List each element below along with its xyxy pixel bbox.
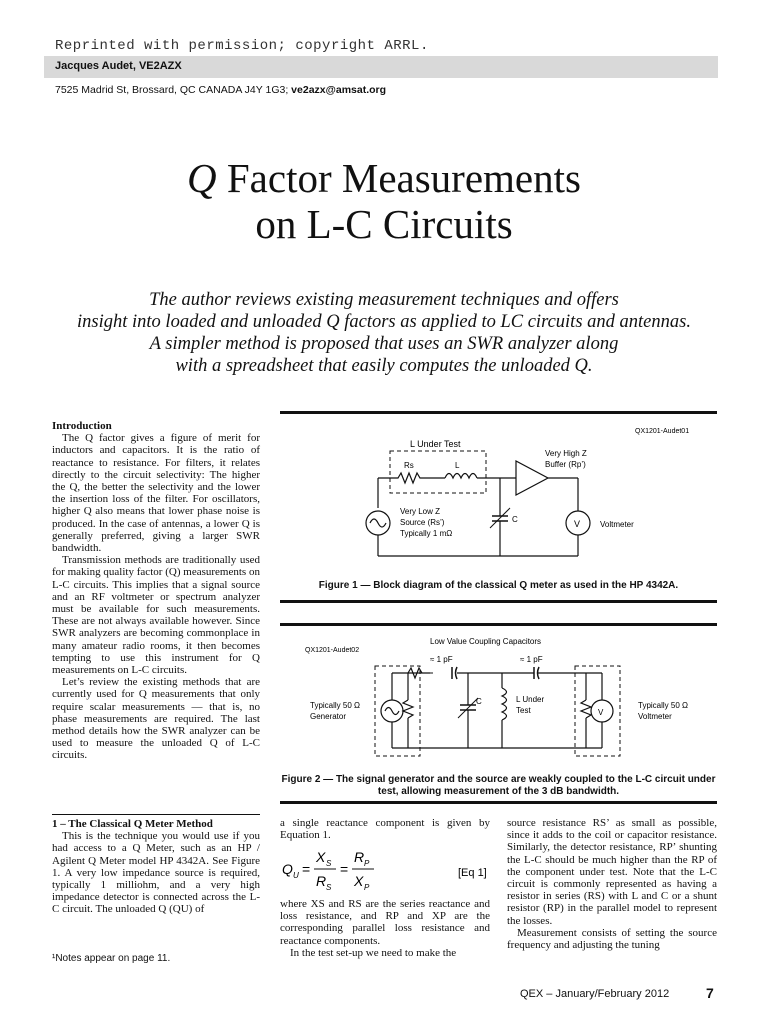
intro-heading: Introduction: [52, 420, 112, 432]
section-1: [52, 818, 260, 916]
figure-1-id: QX1201-Audet01: [635, 428, 690, 435]
author-name: Jacques Audet, VE2AZX: [55, 60, 182, 72]
author-address: 7525 Madrid St, Brossard, QC CANADA J4Y 1G3; ve2azx@amsat.org: [55, 84, 387, 96]
svg-text:Test: Test: [516, 706, 531, 715]
svg-text:Source (Rs’): Source (Rs’): [400, 518, 445, 527]
svg-text:=: =: [302, 861, 311, 877]
figure-2-caption: Figure 2 — The signal generator and the source are weakly coupled to the L-C circuit under test, allowing measurement of the 3 dB bandwidth.: [281, 774, 716, 797]
svg-text:Typically 50 Ω: Typically 50 Ω: [638, 701, 688, 710]
svg-text:Generator: Generator: [310, 712, 347, 721]
page-footer: QEX – January/February 2012: [520, 988, 670, 1000]
column-b-text: a single reactance component is given by Equation 1.: [280, 817, 490, 842]
svg-text:V: V: [598, 708, 604, 717]
svg-text:Low Value Coupling Capacitors: Low Value Coupling Capacitors: [430, 637, 542, 646]
introduction-section: [52, 420, 260, 762]
svg-text:S: S: [326, 859, 332, 868]
svg-text:S: S: [326, 883, 332, 892]
svg-text:L Under: L Under: [516, 695, 545, 704]
svg-text:Q: Q: [282, 861, 293, 877]
svg-text:Typically 50 Ω: Typically 50 Ω: [310, 701, 360, 710]
reprint-notice: Reprinted with permission; copyright ARRL.: [55, 38, 429, 54]
svg-text:Buffer (Rp’): Buffer (Rp’): [545, 460, 586, 469]
author-email[interactable]: ve2azx@amsat.org: [291, 84, 387, 96]
svg-text:X: X: [354, 873, 364, 889]
svg-text:≈ 1 pF: ≈ 1 pF: [520, 655, 543, 664]
svg-text:Rs: Rs: [404, 461, 414, 470]
footnote: ¹Notes appear on page 11.: [52, 953, 171, 964]
figure-2-top-rule: [280, 623, 717, 626]
section-divider: [52, 814, 260, 815]
svg-text:U: U: [293, 871, 299, 880]
svg-text:[Eq 1]: [Eq 1]: [458, 867, 487, 879]
svg-text:V: V: [574, 519, 581, 529]
svg-text:C: C: [476, 697, 482, 706]
svg-text:L: L: [455, 461, 460, 470]
svg-text:R: R: [354, 849, 365, 865]
intro-paragraph: The Q factor gives a figure of merit for inductors and capacitors. It is the ratio of reactance to resistance. For filters, it relates directly to the circuit selectivity: The higher the Q, the better the selectivity and the lower the insertion loss of the filter. For oscillators, higher Q also means that lower phase noise is produced. In the case of antennas, a lower Q is generally preferred, giving a larger SWR bandwidth.: [52, 432, 260, 555]
figure-1-top-rule: [280, 411, 717, 414]
svg-text:R: R: [316, 873, 327, 889]
svg-text:Very High Z: Very High Z: [545, 449, 587, 458]
svg-text:X: X: [316, 849, 326, 865]
figure-2-diagram: [280, 628, 717, 768]
section-1-paragraph: This is the technique you would use if you had access to a Q Meter, such as an HP / Agilent Q Meter model HP 4342A. See Figure 1. A very low impedance source is required, typically 1 milliohm, and a very high impedance detector is connected across the L-C circuit. The unloaded Q (QU) of: [52, 830, 260, 916]
svg-text:=: =: [340, 861, 349, 877]
svg-text:Very Low Z: Very Low Z: [400, 507, 441, 516]
svg-text:L Under Test: L Under Test: [410, 439, 461, 449]
figure-1-bottom-rule: [280, 600, 717, 603]
article-title: Q Factor Measurements on L-C Circuits: [187, 155, 581, 247]
column-c-text: source resistance RS’ as small as possible, since it adds to the coil or capacitor resistance. Similarly, the detector resistance, RP’ shunting the L-C should be much higher than the RP of the component under test. Note that the L-C circuit is commonly represented as having a resistor in series (RS) with L and C or a shunt resistor (RP) in the parallel model to represent the losses. Measurement consists of setting the source frequency and adjusting the tuning: [507, 817, 717, 952]
figure-1-caption: Figure 1 — Block diagram of the classical Q meter as used in the HP 4342A.: [318, 580, 679, 591]
svg-text:QX1201-Audet02: QX1201-Audet02: [305, 647, 360, 654]
figure-1-diagram: [280, 416, 717, 576]
intro-paragraph: Transmission methods are traditionally used for making quality factor (Q) measurements on L-C circuits. This implies that a signal source and an RF voltmeter or spectrum analyzer must be available for such measurements. These are not always available however. Since SWR analyzers are becoming commonplace in many amateur radio rooms, it then becomes tempting to use this instrument for Q measurements on L-C circuits.: [52, 554, 260, 677]
svg-text:Voltmeter: Voltmeter: [600, 520, 634, 529]
abstract: The author reviews existing measurement techniques and offers insight into loaded and unloaded Q factors as applied to LC circuits and antennas. A simpler method is proposed that uses an SWR analyzer along with a spreadsheet that easily computes the unloaded Q.: [77, 290, 691, 376]
svg-text:P: P: [364, 883, 370, 892]
svg-text:C: C: [512, 515, 518, 524]
svg-text:Typically 1 mΩ: Typically 1 mΩ: [400, 529, 453, 538]
svg-text:Voltmeter: Voltmeter: [638, 712, 672, 721]
equation-1: [280, 846, 490, 894]
svg-text:P: P: [364, 859, 370, 868]
section-1-heading: 1 – The Classical Q Meter Method: [52, 818, 213, 830]
svg-text:≈ 1 pF: ≈ 1 pF: [430, 655, 453, 664]
figure-2-bottom-rule: [280, 801, 717, 804]
page-number: 7: [706, 985, 714, 1001]
intro-paragraph: Let’s review the existing methods that are currently used for Q measurements that only require scalar measurements — that is, no phase measurements are required. The last method details how the SWR analyzer can be used to measure the unloaded Q of L-C circuits.: [52, 676, 260, 762]
column-b-text-cont: where XS and RS are the series reactance and loss resistance, and RP and XP are the corresponding parallel loss resistance and reactance components. In the test set-up we need to make the: [280, 898, 490, 959]
